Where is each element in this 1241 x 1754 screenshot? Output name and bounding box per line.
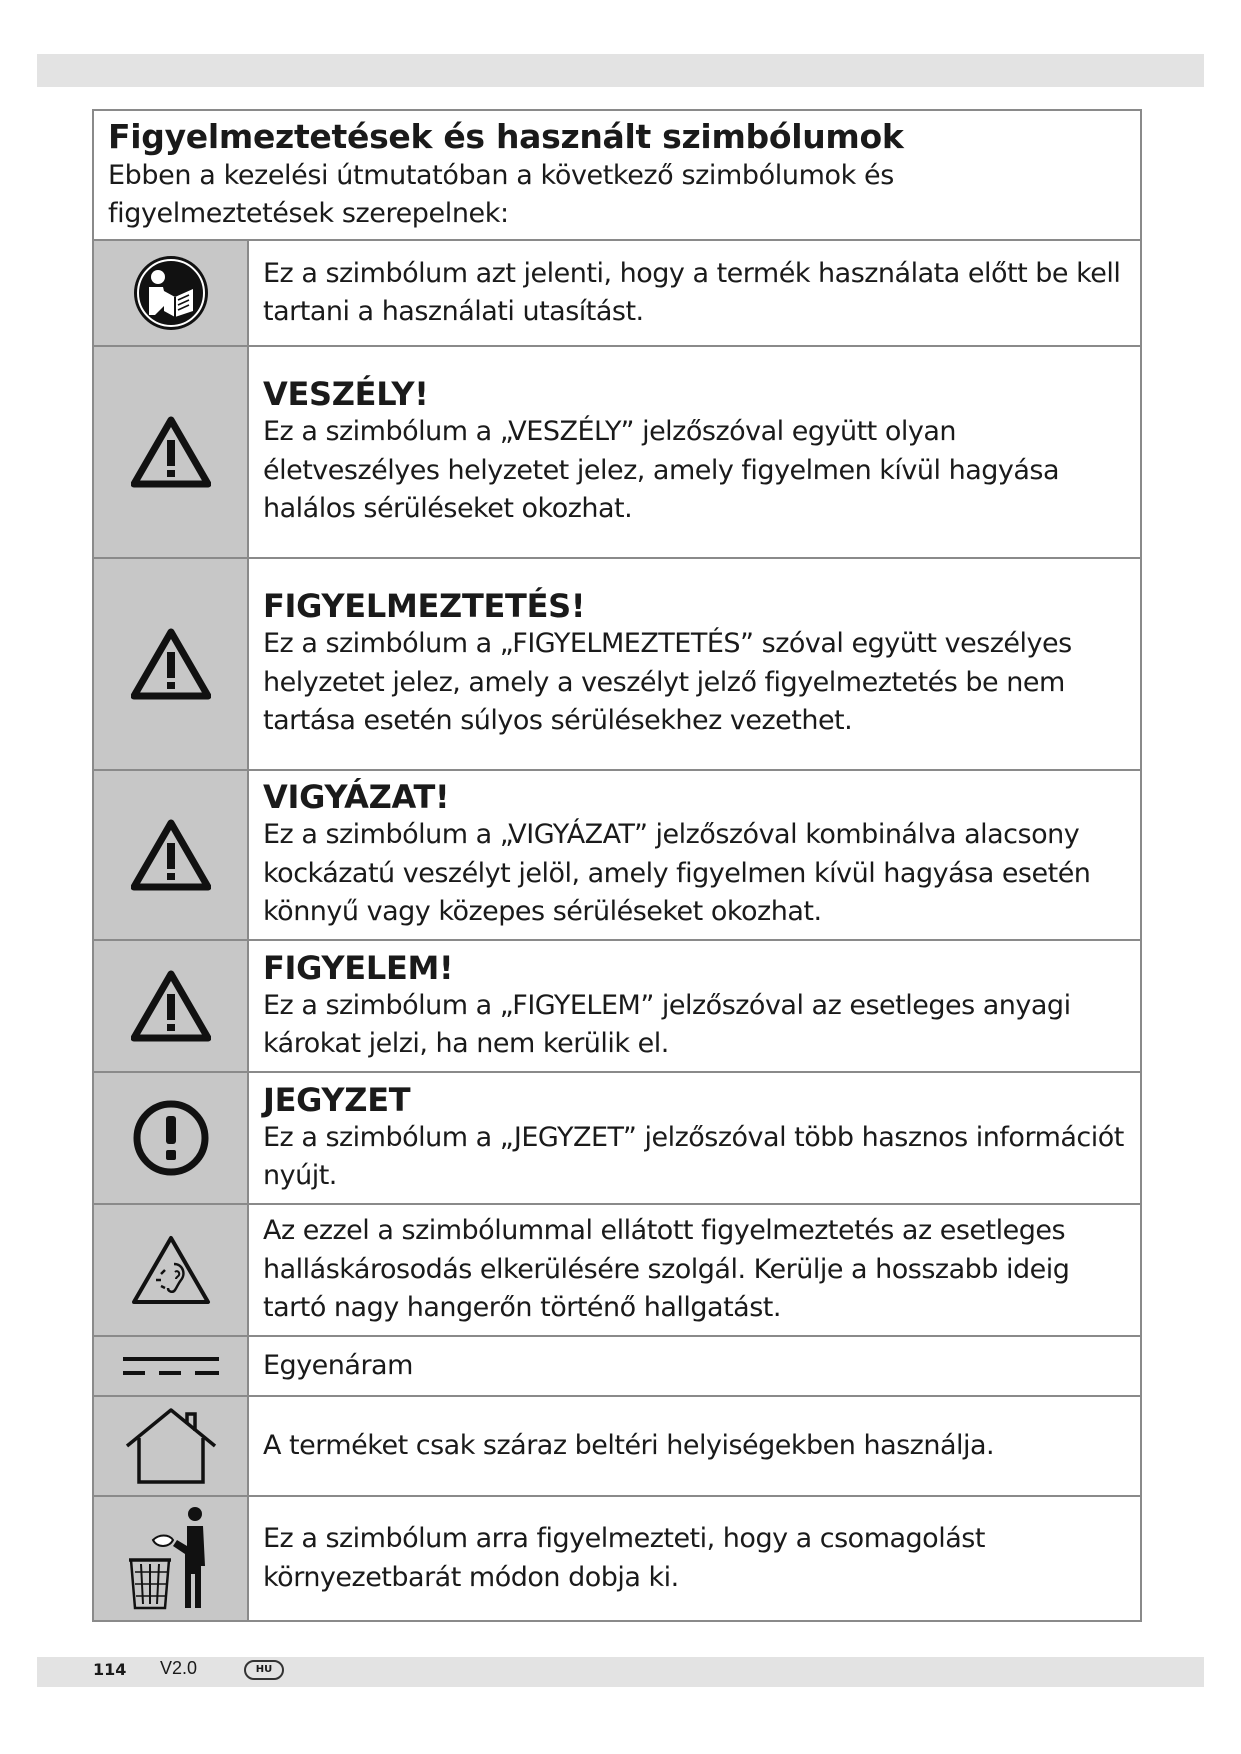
icon-cell <box>94 1497 249 1620</box>
symbols-table <box>92 109 1142 1622</box>
text-cell <box>249 559 1140 769</box>
icon-cell <box>94 241 249 345</box>
warning-triangle-icon <box>131 628 211 700</box>
symbol-row <box>94 1497 1140 1620</box>
symbol-row <box>94 771 1140 941</box>
symbol-description: Ez a szimbólum a „FIGYELMEZTETÉS” szóval együtt veszélyes helyzetet jelez, amely a veszélyt jelző figyelmeztetés be nem tartása esetén súlyos sérülésekhez vezethet. <box>263 628 1072 737</box>
text-cell <box>249 771 1140 939</box>
version-label: V2.0 <box>160 1658 198 1678</box>
symbol-description: Ez a szimbólum azt jelenti, hogy a termék használata előtt be kell tartani a használati utasítást. <box>263 257 1121 327</box>
symbol-description: Ez a szimbólum arra figyelmezteti, hogy a csomagolást környezetbarát módon dobja ki. <box>263 1523 985 1593</box>
page-number: 114 <box>93 1660 127 1679</box>
signal-word: VESZÉLY! <box>263 375 429 414</box>
icon-cell <box>94 941 249 1071</box>
text-cell <box>249 347 1140 557</box>
bottom-bar <box>37 1657 1204 1687</box>
symbol-description: Egyenáram <box>263 1349 413 1381</box>
symbol-row <box>94 559 1140 771</box>
text-cell <box>249 1205 1140 1335</box>
signal-word: FIGYELMEZTETÉS! <box>263 587 586 626</box>
language-badge: HU <box>244 1660 284 1680</box>
icon-cell <box>94 1205 249 1335</box>
symbol-row <box>94 241 1140 347</box>
indoor-use-icon <box>123 1406 219 1486</box>
icon-cell <box>94 559 249 769</box>
symbol-description: Ez a szimbólum a „JEGYZET” jelzőszóval több hasznos információt nyújt. <box>263 1121 1124 1191</box>
dispose-packaging-icon <box>123 1504 219 1614</box>
signal-word: FIGYELEM! <box>263 948 454 987</box>
top-bar <box>37 54 1204 87</box>
symbol-row <box>94 941 1140 1073</box>
signal-word: VIGYÁZAT! <box>263 778 450 817</box>
hearing-damage-icon <box>131 1234 211 1306</box>
section-intro: Ebben a kezelési útmutatóban a következő szimbólumok és figyelmeztetések szerepelnek: <box>108 160 894 229</box>
warning-triangle-icon <box>131 970 211 1042</box>
text-cell <box>249 1397 1140 1495</box>
text-cell <box>249 1073 1140 1203</box>
table-header <box>94 111 1140 241</box>
symbol-row <box>94 1073 1140 1205</box>
icon-cell <box>94 1337 249 1395</box>
text-cell <box>249 1337 1140 1395</box>
symbol-description: Az ezzel a szimbólummal ellátott figyelmeztetés az esetleges halláskárosodás elkerülésére szolgál. Kerülje a hosszabb ideig tartó nagy hangerőn történő hallgatást. <box>263 1215 1070 1324</box>
symbol-row <box>94 347 1140 559</box>
symbol-description: Ez a szimbólum a „FIGYELEM” jelzőszóval az esetleges anyagi károkat jelzi, ha nem kerülik el. <box>263 989 1071 1059</box>
icon-cell <box>94 347 249 557</box>
text-cell <box>249 1497 1140 1620</box>
section-title: Figyelmeztetések és használt szimbólumok <box>108 117 904 156</box>
icon-cell <box>94 771 249 939</box>
symbol-row <box>94 1337 1140 1397</box>
symbol-description: A terméket csak száraz beltéri helyiségekben használja. <box>263 1429 995 1461</box>
symbol-description: Ez a szimbólum a „VESZÉLY” jelzőszóval együtt olyan életveszélyes helyzetet jelez, amely figyelmen kívül hagyása halálos sérüléseket okozhat. <box>263 416 1060 525</box>
symbol-description: Ez a szimbólum a „VIGYÁZAT” jelzőszóval kombinálva alacsony kockázatú veszélyt jelöl, amely figyelmen kívül hagyása esetén könnyű vagy közepes sérüléseket okozhat. <box>263 819 1091 928</box>
warning-triangle-icon <box>131 416 211 488</box>
exclamation-circle-icon <box>131 1098 211 1178</box>
symbol-row <box>94 1397 1140 1497</box>
text-cell <box>249 241 1140 345</box>
icon-cell <box>94 1073 249 1203</box>
icon-cell <box>94 1397 249 1495</box>
symbol-row <box>94 1205 1140 1337</box>
read-manual-icon <box>131 253 211 333</box>
text-cell <box>249 941 1140 1071</box>
direct-current-icon <box>121 1351 221 1381</box>
warning-triangle-icon <box>131 819 211 891</box>
signal-word: JEGYZET <box>263 1080 411 1119</box>
